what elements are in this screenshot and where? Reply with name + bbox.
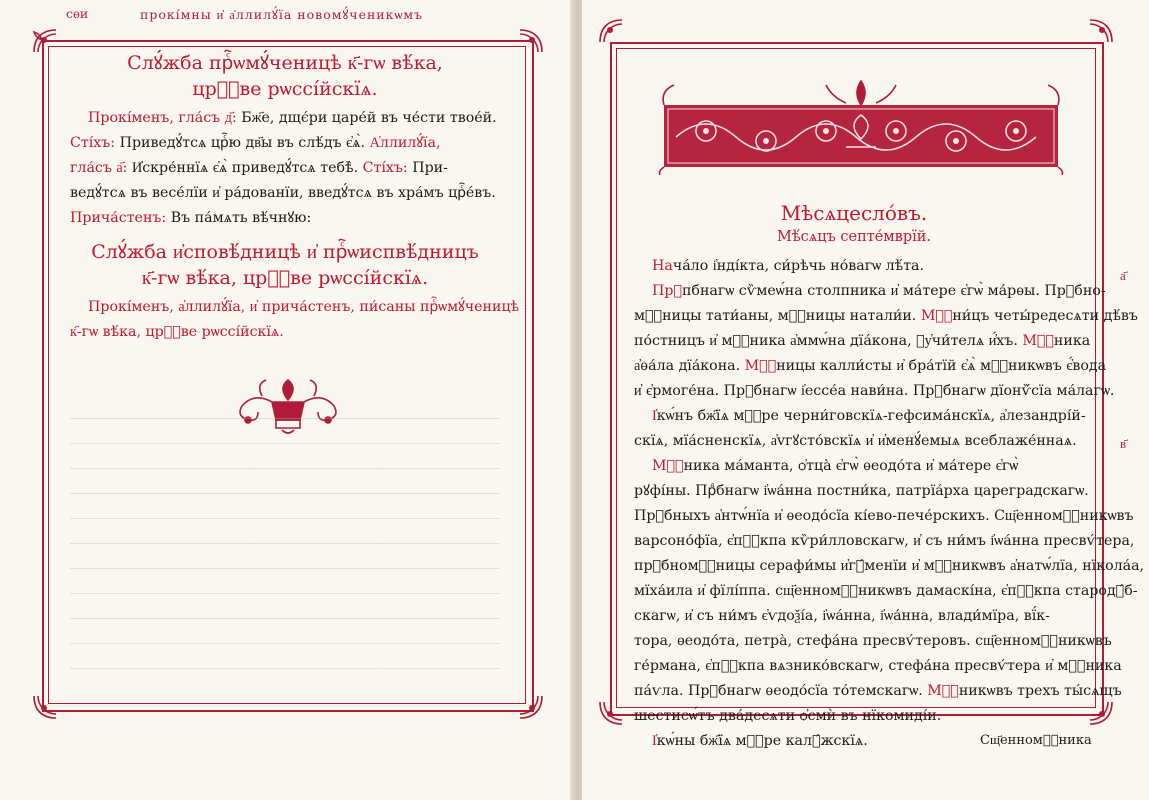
line-text: варсоно́фїа, є҆пⷭ҇кпа кѷри́лловскагѡ, и҆ съ ни́мъ і҆ѡа́нна пресвѵ́тера, <box>634 533 1135 549</box>
line-text: мⷱ҇ницы тати́аны, мⷱ҇ницы натали́и. <box>634 308 921 324</box>
rubric: Прокі́менъ, гла́съ д҃: <box>88 110 237 126</box>
line-text: кѡ́нъ бж҃їѧ мⷴ҇ре черни́говскїѧ-гефсима́нскїѧ, а҆лезандрі́й- <box>656 408 1086 424</box>
corner-ornament-icon <box>596 698 626 728</box>
calendar-line <box>634 504 1134 529</box>
calendar-line <box>634 579 1138 604</box>
calendar-line <box>634 704 1074 729</box>
section-title: Слꙋ́жба прⷭ҇ѡмꙋ́ченицѣ к҃-гѡ вѣ́ка, <box>127 52 443 74</box>
rubric: Сті́хъ: <box>362 160 408 176</box>
calendar-line <box>634 679 1122 704</box>
text-line <box>70 156 500 181</box>
line-text: скїѧ, мїа́сненскїѧ, а҆vгꙋсто́вскїѧ и҆ и҆менꙋ́емыѧ всеблаже́ннаѧ. <box>634 433 1077 449</box>
rubric: гла́съ а҃: <box>70 160 128 176</box>
month-heading: Мѣ́сѧцъ септе́мврїй. <box>776 229 932 245</box>
section-title: Слꙋ́жба и҆сповѣ́дницѣ и҆ прⷭ҇ѡиспвѣ́дницъ <box>91 241 479 263</box>
running-head: прокі́мны и҆ а҆ллилꙋ́їа новомꙋ́ченикѡмъ <box>140 7 424 22</box>
line-text: па́ѵла. Прⷣбнагѡ ѳеодо́сїа то́темскагѡ. <box>634 683 928 699</box>
margin-numeral: в҃ <box>1120 437 1127 452</box>
line-text: ча́ло і҆нді́кта, си́рѣчь но́вагѡ лѣ́та. <box>672 258 925 274</box>
corner-ornament-icon <box>30 692 60 722</box>
line-text: Прⷣбныхъ а҆нтѡ́нїа и҆ ѳеодо́сїа кі́ево-пече́рскихъ. Сщ҃енномⷱ҇никѡвъ <box>634 508 1134 524</box>
line-text: ге́рмана, є҆пⷭ҇кпа вѧзнико́вскагѡ, стефа́на пресвѵ́тера и҆ мⷱ҇ника <box>634 658 1122 674</box>
right-page <box>582 0 1149 800</box>
calendar-line <box>634 254 1074 279</box>
calendar-line <box>634 454 1074 479</box>
calendar-line <box>634 479 1089 504</box>
calendar-line <box>634 629 1112 654</box>
line-text: по́стницъ и҆ мⷱ҇ника а҆ммѡ́на дїа́кона, ᲂу҆чи́телѧ и҆́хъ. <box>634 333 1023 349</box>
calendar-text <box>634 200 1145 754</box>
rubric-initial: Прⷣ <box>652 283 682 299</box>
rubric-initial: М <box>920 308 953 324</box>
calendar-line <box>634 304 1138 329</box>
line-text: а҆ѳа́ла дїа́кона. <box>634 358 745 374</box>
corner-ornament-icon <box>30 26 60 56</box>
line-text: кѡ́ны бж҃їѧ мⷴ҇ре калꙋ́жскїѧ. <box>656 733 868 749</box>
calendar-line <box>634 554 1145 579</box>
text: И҆скре́ннїѧ є҆ѧ̀ приведꙋ́тсѧ тебѣ̀. <box>127 160 363 176</box>
rubric-initial: М <box>652 458 684 474</box>
corner-ornament-icon <box>516 26 546 56</box>
rubric-initial: М <box>927 683 959 699</box>
corner-ornament-icon <box>516 692 546 722</box>
calendar-line <box>634 654 1122 679</box>
line-text: ⷱ҇ни́цъ четы́редесѧти дѣ́въ <box>952 308 1138 324</box>
text: Въ па́мѧть вѣ́чнꙋю: <box>166 210 312 226</box>
line-text: шестисѡ́тъ два́десѧти ѻ҆смѝ въ нїкомиді́и. <box>634 708 942 724</box>
line-text: прⷣбномⷱ҇ницы серафи́мы и҆гꙋ́менїи и҆ мⷱ҇никѡвъ а҆натѡ́лїа, нїкола́а, <box>634 558 1145 574</box>
line-text: ⷱ҇никѡвъ трехъ ты́сѧщъ <box>958 683 1122 699</box>
text: Приведꙋ́тсѧ црⷭ҇ю дв҃ы въ слѣ́дъ є҆ѧ̀. <box>115 135 370 151</box>
calendar-line <box>634 604 1074 629</box>
headpiece-ornament-icon <box>656 75 1066 175</box>
corner-ornament-icon <box>596 16 626 46</box>
line-text: ⷱ҇ницы калли́сты и҆ бра́тїй є҆ѧ̀ мⷱ҇никѡвъ є҆́вода <box>776 358 1107 374</box>
text: Бж҃е, дщє́ри царе́й въ че́сти твое́й. <box>236 110 497 126</box>
rubric-initial: М <box>1022 333 1054 349</box>
catchword: Сщ҃енномⷱ҇ника <box>980 733 1092 748</box>
corner-ornament-icon <box>1086 698 1116 728</box>
section-one <box>70 50 520 345</box>
line-text: мїха́ила и҆ фїлі́ппа. сщ҃енномⷱ҇никѡвъ дамаскі́на, є҆пⷭ҇кпа стародꙋ́б- <box>634 583 1138 599</box>
text-line: Прокі́менъ, а҆ллилꙋ́їа, и҆ прича́стенъ, пи́саны прⷭ҇ѡмꙋ́ченицѣ <box>88 299 520 315</box>
line-text: пбнагѡ сѷмеѡ́на столпника и҆ ма́тере є҆гѡ̀ ма́рѳы. Прⷣбно- <box>681 283 1106 299</box>
rubric: Сті́хъ: <box>70 135 116 151</box>
line-text: ⷱ҇ника <box>1053 333 1091 349</box>
rubric-initial: На <box>652 258 673 274</box>
calendar-line <box>634 529 1135 554</box>
margin-numeral: а҃ <box>1120 269 1126 284</box>
page-number: сѳи <box>66 6 89 21</box>
line-text: тора, ѳеодо́та, петра̀, стефа́на пресвѵ́теровъ. сщ҃енномⷱ҇никѡвъ <box>634 633 1112 649</box>
calendar-line <box>634 279 1106 304</box>
text: При- <box>407 160 448 176</box>
calendar-line <box>634 329 1091 354</box>
text: ведꙋ́тсѧ въ весе́лїи и҆ ра́дованїи, введꙋ́тсѧ въ хра́мъ црⷭ҇е́въ. <box>70 185 496 201</box>
text-line <box>70 131 500 156</box>
calendar-line <box>634 404 1086 429</box>
calendar-line <box>634 354 1107 379</box>
rubric-initial: М <box>744 358 777 374</box>
rubric: А҆ллилꙋ́їа, <box>369 135 441 151</box>
rubric-initial: І҆ <box>652 733 657 749</box>
text-line <box>70 106 500 131</box>
line-text: скагѡ, и҆ съ ни́мъ є҆ѵдоѯі́а, і҆ѡа́нна, і҆ѡа́нна, влади́мїра, вї́к- <box>634 608 1050 624</box>
line-text: ⷱ҇ника ма́манта, ѻ҆тца̀ є҆гѡ̀ ѳеодо́та и҆ ма́тере є҆гѡ̀ <box>683 458 1019 474</box>
text-line: к҃-гѡ вѣ́ка, црⷦ҇ве рѡссі́йскїѧ. <box>70 324 284 340</box>
calendar-line <box>634 379 1115 404</box>
text-line <box>70 206 500 231</box>
section-title: к҃-гѡ вѣ́ка, црⷦ҇ве рѡссі́йскїѧ. <box>141 267 429 289</box>
rubric: Прича́стенъ: <box>70 210 167 226</box>
rubric-initial: І҆ <box>652 408 657 424</box>
calendar-lines <box>634 254 1145 754</box>
show-through <box>70 400 500 690</box>
corner-ornament-icon <box>1086 16 1116 46</box>
calendar-title: Мѣсѧцесло́въ. <box>780 201 928 225</box>
line-text: и҆ є҆рмоге́на. Прⷣбнагѡ і҆ессе́а нави́на. Прⷣбнагѡ дїонѷ́сїа ма́лагѡ. <box>634 383 1115 399</box>
text-line <box>70 181 500 206</box>
line-text: рꙋфі́ны. Прⷣбнагѡ і҆ѡа́нна постни́ка, патрїа́рха цареградскагѡ. <box>634 483 1089 499</box>
section-title: црⷦ҇ве рѡссі́йскїѧ. <box>192 78 378 100</box>
calendar-line <box>634 429 1077 454</box>
